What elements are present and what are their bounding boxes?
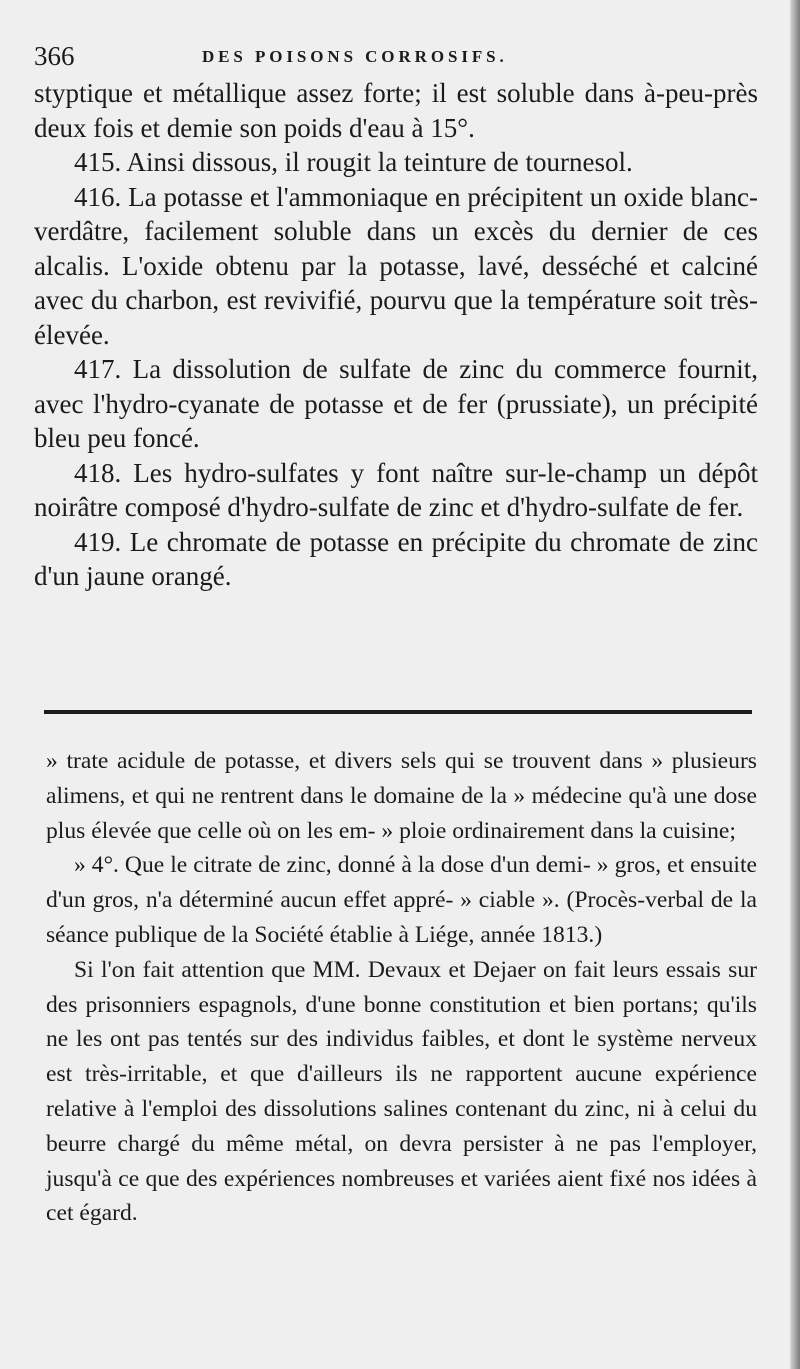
footnote-block [46, 744, 757, 1231]
page-header [34, 38, 754, 74]
paragraph-419: 419. Le chromate de potasse en précipite du chromate de zinc d'un jaune orangé. [34, 526, 758, 591]
paragraph-415: 415. Ainsi dissous, il rougit la teinture de tournesol. [74, 147, 633, 177]
running-title: DES POISONS CORROSIFS. [202, 47, 508, 66]
page-edge-shadow [790, 0, 800, 1369]
footnote-divider [44, 710, 752, 714]
main-text [34, 76, 758, 594]
paragraph-417: 417. La dissolution de sulfate de zinc du commerce fournit, avec l'hydro-cyanate de potasse et de fer (prussiate), un précipité bleu peu foncé. [34, 354, 758, 453]
continuation-paragraph: styptique et métallique assez forte; il est soluble dans à-peu-près deux fois et demie son poids d'eau à 15°. [34, 78, 758, 143]
paragraph-416: 416. La potasse et l'ammoniaque en précipitent un oxide blanc-verdâtre, facilement soluble dans un excès du dernier de ces alcalis. L'oxide obtenu par la potasse, lavé, desséché et calciné avec du charbon, est revivifié, pourvu que la température soit très-élevée. [34, 181, 758, 350]
page-number: 366 [34, 41, 75, 71]
footnote-quote-1: » trate acidule de potasse, et divers sels qui se trouvent dans » plusieurs alimens, et qui ne rentrent dans le domaine de la » médecine qu'à une dose plus élevée que celle où on les em- » ploie ordinairement dans la cuisine; [46, 748, 757, 844]
paragraph-418: 418. Les hydro-sulfates y font naître sur-le-champ un dépôt noirâtre composé d'hydro-sulfate de zinc et d'hydro-sulfate de fer. [34, 457, 758, 522]
footnote-quote-2: » 4°. Que le citrate de zinc, donné à la dose d'un demi- » gros, et ensuite d'un gros, n'a déterminé aucun effet appré- » ciable ». (Procès-verbal de la séance publique de la Société établie à Liége, année 1813.) [46, 852, 757, 948]
footnote-conclusion: Si l'on fait attention que MM. Devaux et Dejaer on fait leurs essais sur des prisonniers espagnols, d'une bonne constitution et bien portans; qu'ils ne les ont pas tentés sur des individus faibles, et dont le système nerveux est très-irritable, et que d'ailleurs ils ne rapportent aucune expérience relative à l'emploi des dissolutions salines contenant du zinc, ni à celui du beurre chargé du même métal, on devra persister à ne pas l'employer, jusqu'à ce que des expériences nombreuses et variées aient fixé nos idées à cet égard. [46, 956, 757, 1227]
